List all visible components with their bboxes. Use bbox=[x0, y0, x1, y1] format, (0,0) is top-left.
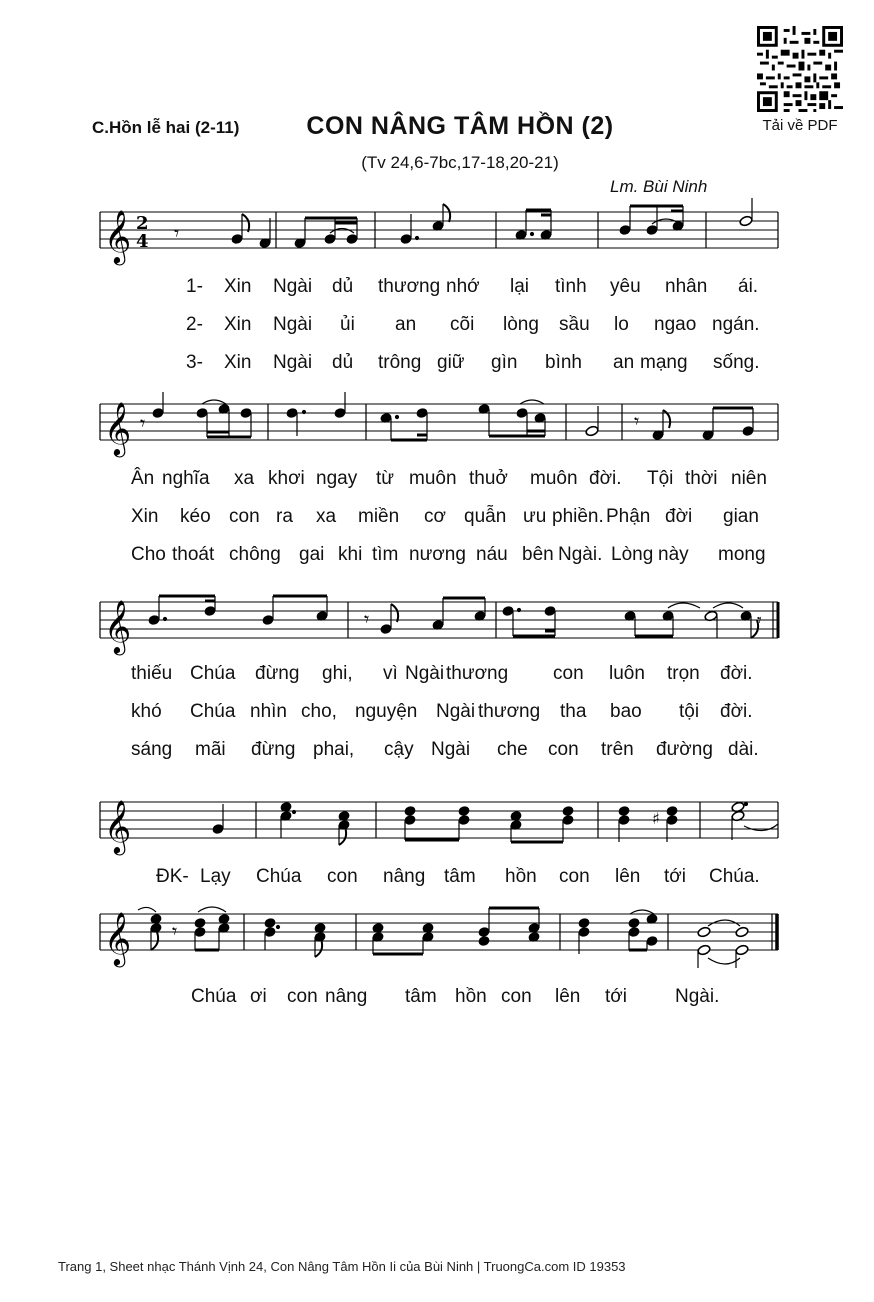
eighth-rest-icon: 𝄾 bbox=[757, 610, 762, 631]
staff-system-5 bbox=[0, 902, 874, 972]
subtitle: C.Hồn lễ hai (2-11) bbox=[92, 118, 240, 137]
composer: Lm. Bùi Ninh bbox=[610, 177, 708, 196]
lyric-line-refrain-2: Chúa ơi con nâng tâm hồn con lên tới Ngài. bbox=[191, 986, 720, 1007]
page-footer: Trang 1, Sheet nhạc Thánh Vịnh 24, Con Nâng Tâm Hồn Ii của Bùi Ninh | TruongCa.com ID 19353 bbox=[58, 1259, 626, 1274]
staff-system-3 bbox=[0, 590, 874, 660]
lyric-line-verse-3-a: 3- Xin Ngài dủ trông giữ gìn bình an mạng sống. bbox=[186, 352, 760, 373]
lyric-line-verse-3-c: sáng mãi đừng phai, cậy Ngài che con trên đường dài. bbox=[131, 739, 759, 760]
treble-clef-icon: 𝄞 bbox=[104, 401, 132, 455]
lyric-line-verse-1-c: thiếu Chúa đừng ghi, vì Ngài thương con luôn trọn đời. bbox=[131, 663, 753, 684]
lyric-line-verse-2-a: 2- Xin Ngài ủi an cõi lòng sầu lo ngao ngán. bbox=[186, 314, 760, 335]
lyric-line-verse-3-b: Cho thoát chông gai khi tìm nương náu bên Ngài. Lòng này mong bbox=[131, 544, 766, 565]
time-signature-bottom: 4 bbox=[136, 231, 149, 252]
treble-clef-icon: 𝄞 bbox=[104, 799, 132, 853]
staff-system-2 bbox=[0, 392, 874, 462]
treble-clef-icon: 𝄞 bbox=[104, 599, 132, 653]
song-title: CON NÂNG TÂM HỒN (2) bbox=[306, 112, 614, 140]
notes bbox=[140, 392, 754, 440]
eighth-rest-icon: 𝄾 bbox=[634, 409, 640, 433]
treble-clef-icon: 𝄞 bbox=[104, 911, 132, 965]
eighth-rest-icon: 𝄾 bbox=[140, 411, 146, 435]
download-pdf-link[interactable]: Tải về PDF bbox=[762, 117, 838, 134]
lyric-line-verse-1-b: Ân nghĩa xa khơi ngay từ muôn thuở muôn đời. Tội thời niên bbox=[131, 468, 767, 489]
treble-clef-icon: 𝄞 bbox=[104, 209, 132, 263]
notes bbox=[174, 198, 753, 248]
lyric-line-verse-2-c: khó Chúa nhìn cho, nguyện Ngài thương tha bao tội đời. bbox=[131, 701, 753, 722]
staff-system-1 bbox=[0, 200, 874, 280]
psalm-reference: (Tv 24,6-7bc,17-18,20-21) bbox=[361, 153, 559, 172]
lyric-line-refrain-1: ĐK- Lạy Chúa con nâng tâm hồn con lên tới Chúa. bbox=[156, 866, 760, 887]
time-signature-top: 2 bbox=[136, 213, 149, 234]
qr-code-icon[interactable] bbox=[757, 26, 843, 112]
sharp-icon: ♯ bbox=[652, 809, 660, 828]
eighth-rest-icon: 𝄾 bbox=[364, 607, 370, 631]
eighth-rest-icon: 𝄾 bbox=[174, 221, 180, 245]
lyric-line-verse-2-b: Xin kéo con ra xa miền cơ quẫn ưu phiền. Phận đời gian bbox=[131, 506, 759, 527]
staff-system-4 bbox=[0, 790, 874, 860]
eighth-rest-icon: 𝄾 bbox=[172, 919, 178, 943]
notes bbox=[138, 907, 749, 968]
staff-lines bbox=[100, 602, 778, 638]
lyric-line-verse-1-a: 1- Xin Ngài dủ thương nhớ lại tình yêu nhân ái. bbox=[186, 276, 759, 297]
